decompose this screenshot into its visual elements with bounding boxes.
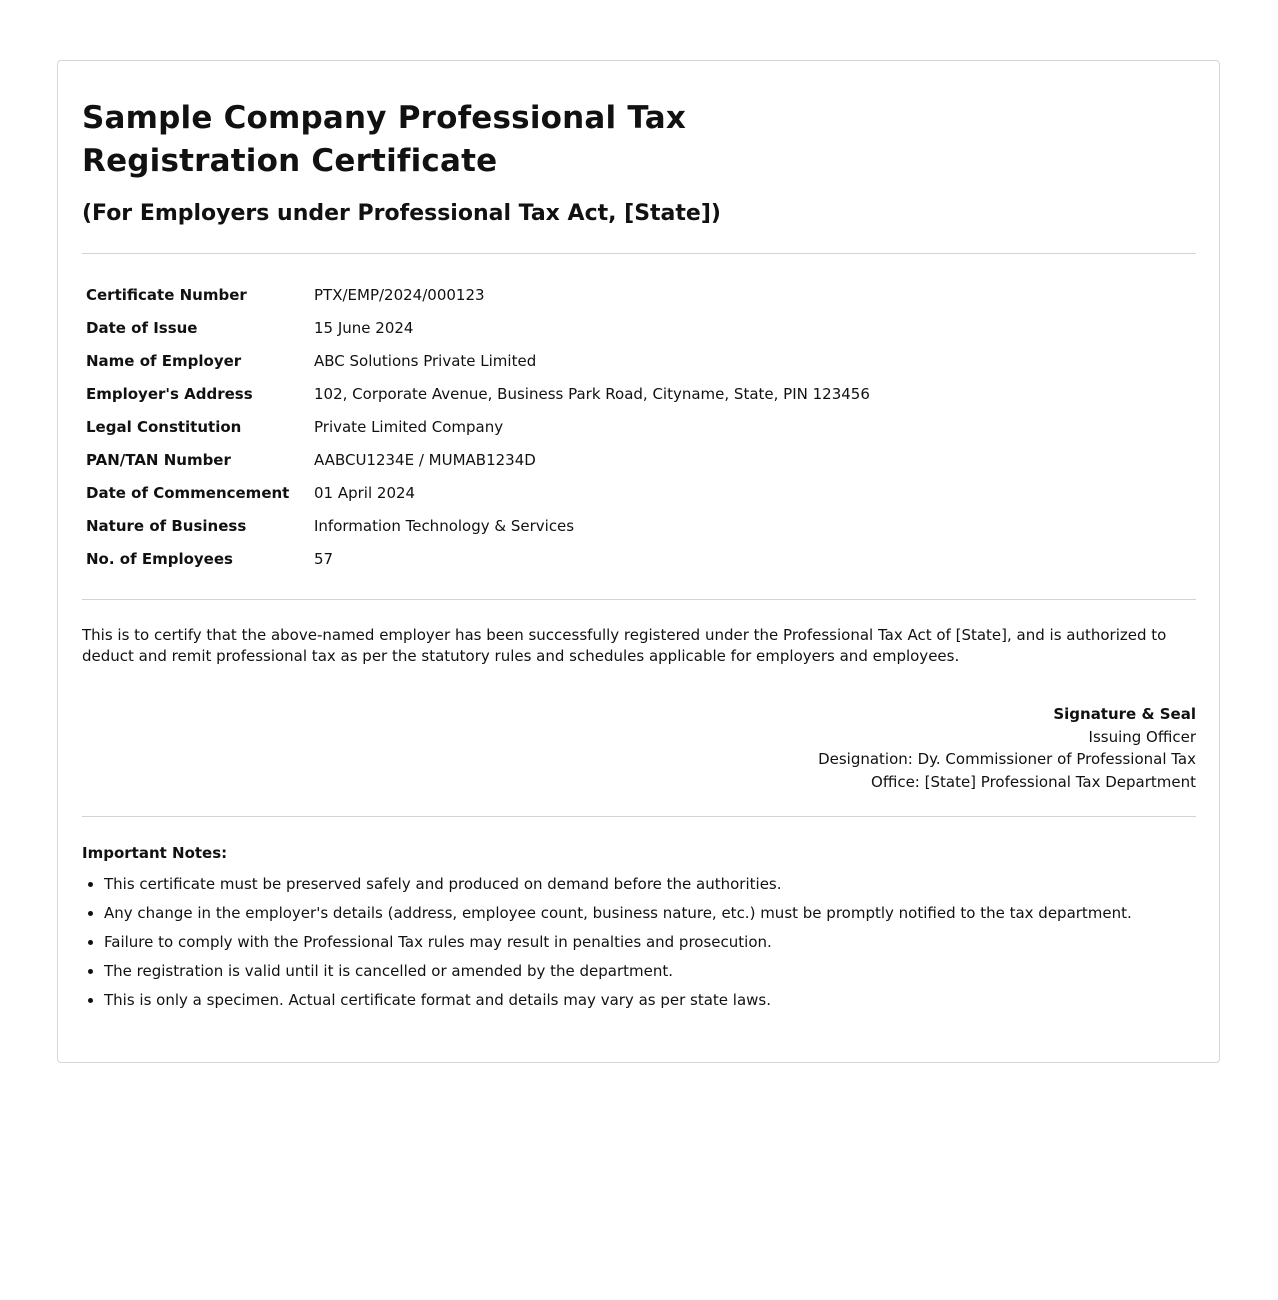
detail-value: 102, Corporate Avenue, Business Park Road, Cityname, State, PIN 123456: [314, 384, 870, 403]
note-item: • Failure to comply with the Professional Tax rules may result in penalties and prosecution.: [104, 932, 1196, 953]
detail-row-employer-address: [82, 377, 1196, 410]
detail-label: PAN/TAN Number: [86, 450, 231, 469]
detail-label: Date of Issue: [86, 318, 198, 337]
detail-label: No. of Employees: [86, 549, 233, 568]
note-item: • The registration is valid until it is cancelled or amended by the department.: [104, 961, 1196, 982]
detail-row-name-of-employer: [82, 344, 1196, 377]
detail-label: Certificate Number: [86, 285, 247, 304]
detail-value: 15 June 2024: [314, 318, 414, 337]
signature-block: [82, 703, 1196, 793]
detail-value: PTX/EMP/2024/000123: [314, 285, 485, 304]
detail-value: Information Technology & Services: [314, 516, 575, 535]
detail-value: ABC Solutions Private Limited: [314, 351, 537, 370]
header-divider: [82, 253, 1196, 254]
signature-officer: Issuing Officer: [1088, 727, 1196, 746]
detail-label: Employer's Address: [86, 384, 253, 403]
certificate-details-table: [82, 278, 1196, 575]
certificate-card: [57, 60, 1220, 1063]
details-divider: [82, 599, 1196, 600]
note-item: • This certificate must be preserved safely and produced on demand before the authorities.: [104, 874, 1196, 895]
signature-designation: Designation: Dy. Commissioner of Professional Tax: [818, 750, 1196, 768]
detail-row-date-of-issue: [82, 311, 1196, 344]
detail-label: Legal Constitution: [86, 417, 242, 436]
certificate-subtitle: (For Employers under Professional Tax Act, [State]): [82, 201, 721, 226]
important-notes: [82, 843, 1196, 1019]
detail-value: Private Limited Company: [314, 417, 504, 436]
detail-row-nature-of-business: [82, 509, 1196, 542]
detail-value: AABCU1234E / MUMAB1234D: [314, 450, 536, 469]
detail-label: Name of Employer: [86, 351, 242, 370]
detail-row-legal-constitution: [82, 410, 1196, 443]
detail-row-pan-tan-number: [82, 443, 1196, 476]
notes-list: [82, 874, 1196, 1011]
notes-heading: Important Notes:: [82, 844, 228, 862]
certification-text: This is to certify that the above-named employer has been successfully registered under the Professional Tax Act of [State], and is authorized to deduct and remit professional tax as per the statutory rules and schedules applicable for employers and employees.: [82, 626, 1167, 665]
note-item: • Any change in the employer's details (address, employee count, business nature, etc.) must be promptly notified to the tax department.: [104, 903, 1196, 924]
certificate-title: Sample Company Professional Tax Registration Certificate: [82, 100, 687, 179]
detail-value: 01 April 2024: [314, 483, 416, 502]
signature-divider: [82, 816, 1196, 817]
signature-title: Signature & Seal: [1053, 705, 1196, 723]
detail-row-certificate-number: [82, 278, 1196, 311]
detail-row-no-of-employees: [82, 542, 1196, 575]
detail-value: 57: [314, 549, 334, 568]
detail-row-date-of-commencement: [82, 476, 1196, 509]
detail-label: Nature of Business: [86, 516, 247, 535]
detail-label: Date of Commencement: [86, 483, 290, 502]
note-item: • This is only a specimen. Actual certificate format and details may vary as per state laws.: [104, 990, 1196, 1011]
signature-office: Office: [State] Professional Tax Department: [871, 772, 1196, 791]
